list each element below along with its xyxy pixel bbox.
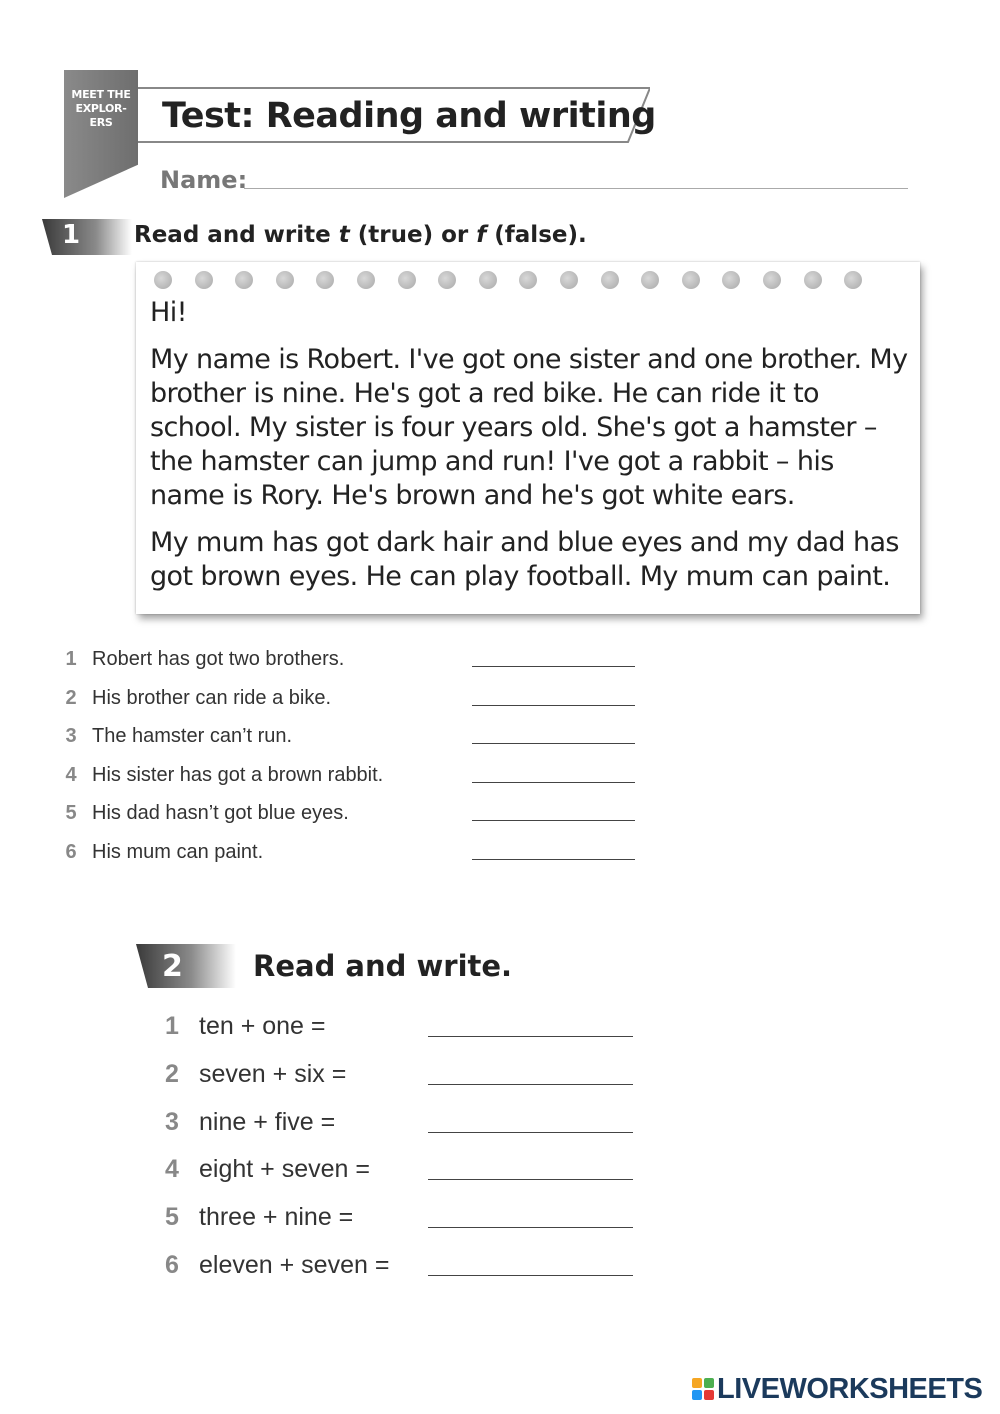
item-number: 4 [165, 1155, 179, 1184]
list-item [162, 1151, 662, 1199]
list-item [162, 1056, 662, 1104]
list-item [162, 1199, 662, 1247]
item-number: 3 [165, 1107, 179, 1136]
section-1-number: 1 [62, 220, 81, 250]
item-expression: eight + seven = [199, 1155, 370, 1184]
notebook-holes [154, 271, 862, 289]
liveworksheets-logo-icon [692, 1378, 714, 1400]
watermark-text: LIVEWORKSHEETS [717, 1372, 983, 1405]
answer-blank[interactable] [472, 859, 635, 860]
answer-blank[interactable] [472, 743, 635, 744]
item-number: 6 [165, 1250, 179, 1279]
answer-blank[interactable] [472, 820, 635, 821]
item-number: 2 [65, 686, 77, 709]
item-number: 1 [65, 648, 77, 670]
item-number: 5 [65, 802, 77, 824]
list-item [62, 839, 662, 878]
list-item [162, 1008, 662, 1056]
item-number: 5 [165, 1203, 179, 1232]
list-item [162, 1247, 662, 1295]
list-item [62, 800, 662, 839]
item-statement: His brother can ride a bike. [92, 686, 332, 709]
item-expression: three + nine = [199, 1203, 354, 1232]
liveworksheets-watermark [692, 1372, 982, 1406]
item-statement: The hamster can’t run. [92, 725, 293, 747]
answer-blank[interactable] [428, 1179, 633, 1180]
item-number: 6 [65, 840, 77, 863]
item-statement: Robert has got two brothers. [92, 648, 345, 670]
answer-blank[interactable] [428, 1084, 633, 1085]
true-false-list [62, 646, 662, 877]
section-2-number: 2 [162, 949, 183, 984]
item-expression: nine + five = [199, 1107, 336, 1136]
answer-blank[interactable] [472, 782, 635, 783]
letter-greeting: Hi! [150, 297, 187, 328]
item-statement: His dad hasn’t got blue eyes. [92, 802, 349, 824]
name-label: Name: [160, 166, 248, 194]
answer-blank[interactable] [428, 1275, 633, 1276]
section-2-instruction: Read and write. [253, 949, 513, 983]
answer-blank[interactable] [472, 705, 635, 706]
answer-blank[interactable] [428, 1227, 633, 1228]
item-expression: seven + six = [199, 1059, 347, 1088]
letter-paragraph-2: My mum has got dark hair and blue eyes and my dad has got brown eyes. He can play football. My mum can paint. [150, 527, 899, 592]
page-title: Test: Reading and writing [162, 96, 656, 136]
item-number: 3 [65, 725, 77, 747]
section-2-badge [136, 944, 236, 988]
list-item [62, 762, 662, 801]
list-item [62, 646, 662, 685]
math-list [162, 1008, 662, 1295]
section-1-instruction: Read and write t (true) or f (false). [134, 222, 587, 248]
list-item [62, 685, 662, 724]
answer-blank[interactable] [472, 666, 635, 667]
letter-card [136, 262, 920, 614]
letter-paragraph-1: My name is Robert. I've got one sister and one brother. My brother is nine. He's got a red bike. He can ride it to school. My sister is four years old. She's got a hamster – the hamster can jump and run! I've got a rabbit – his name is Rory. He's brown and he's got white ears. [150, 344, 908, 511]
answer-blank[interactable] [428, 1036, 633, 1037]
item-number: 2 [165, 1059, 179, 1088]
answer-blank[interactable] [428, 1132, 633, 1133]
letter-text [150, 296, 910, 607]
list-item [62, 723, 662, 762]
item-statement: His sister has got a brown rabbit. [92, 763, 384, 786]
item-expression: ten + one = [199, 1012, 326, 1040]
series-tag-text: MEET THE EXPLOR- ERS [71, 88, 131, 129]
section-1-badge [42, 219, 132, 255]
item-expression: eleven + seven = [199, 1250, 390, 1279]
item-statement: His mum can paint. [92, 840, 264, 863]
name-field[interactable] [244, 188, 908, 189]
item-number: 1 [165, 1012, 179, 1040]
item-number: 4 [65, 763, 77, 786]
list-item [162, 1104, 662, 1152]
